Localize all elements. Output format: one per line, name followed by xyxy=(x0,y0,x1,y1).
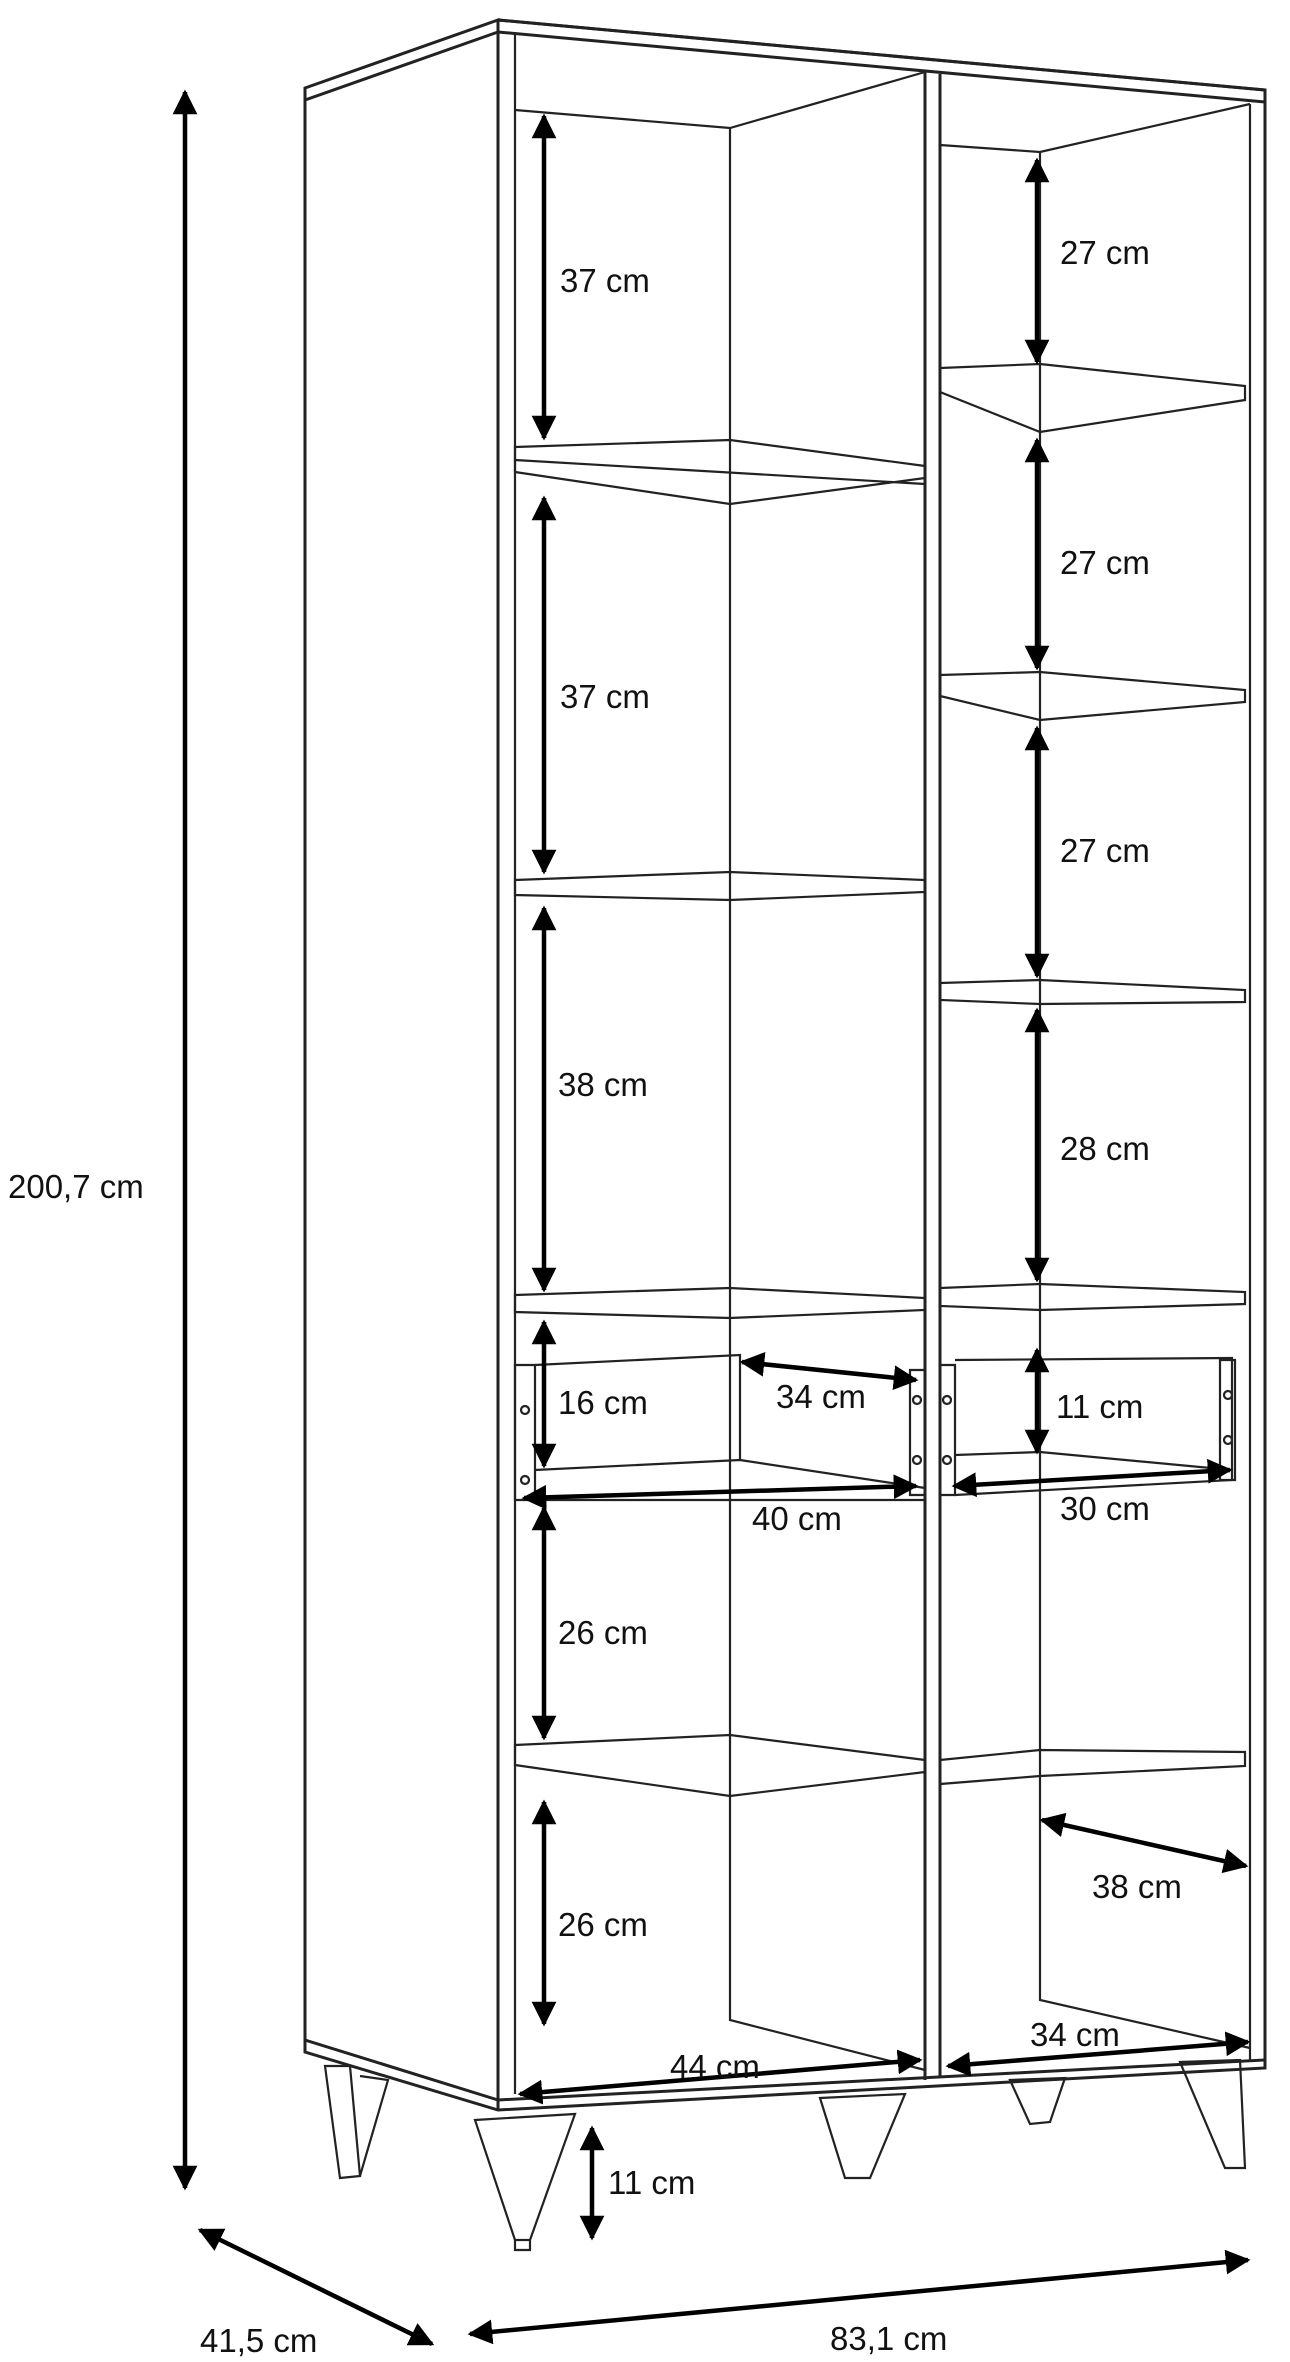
label-left-c3: 38 cm xyxy=(558,1066,648,1103)
label-right-c4: 28 cm xyxy=(1060,1130,1150,1167)
label-left-c2: 37 cm xyxy=(560,678,650,715)
left-shelves xyxy=(515,440,925,1796)
label-left-c4: 26 cm xyxy=(558,1614,648,1651)
label-right-inner-depth: 38 cm xyxy=(1092,1868,1182,1905)
cabinet-body xyxy=(305,20,1265,2110)
front-frame xyxy=(498,20,1265,2100)
label-right-c1: 27 cm xyxy=(1060,234,1150,271)
label-left-drawer-height: 16 cm xyxy=(558,1384,648,1421)
label-right-c2: 27 cm xyxy=(1060,544,1150,581)
label-left-drawer-depth: 34 cm xyxy=(776,1378,866,1415)
label-left-c1: 37 cm xyxy=(560,262,650,299)
label-right-bottom-width: 34 cm xyxy=(1030,2016,1120,2053)
side-panel xyxy=(305,20,498,2100)
label-left-drawer-width: 40 cm xyxy=(752,1500,842,1537)
label-depth: 41,5 cm xyxy=(200,2322,318,2359)
top-slab xyxy=(305,20,1265,102)
label-right-drawer-height: 11 cm xyxy=(1056,1388,1144,1425)
dimension-arrows xyxy=(185,92,1248,2344)
label-left-bottom-width: 44 cm xyxy=(670,2048,760,2085)
label-overall-height: 200,7 cm xyxy=(8,1168,144,1205)
center-divider xyxy=(925,72,940,2080)
label-right-c3: 27 cm xyxy=(1060,832,1150,869)
label-left-c5: 26 cm xyxy=(558,1906,648,1943)
label-width: 83,1 cm xyxy=(830,2320,948,2357)
label-right-drawer-width: 30 cm xyxy=(1060,1490,1150,1527)
label-leg-height: 11 cm xyxy=(608,2164,696,2201)
